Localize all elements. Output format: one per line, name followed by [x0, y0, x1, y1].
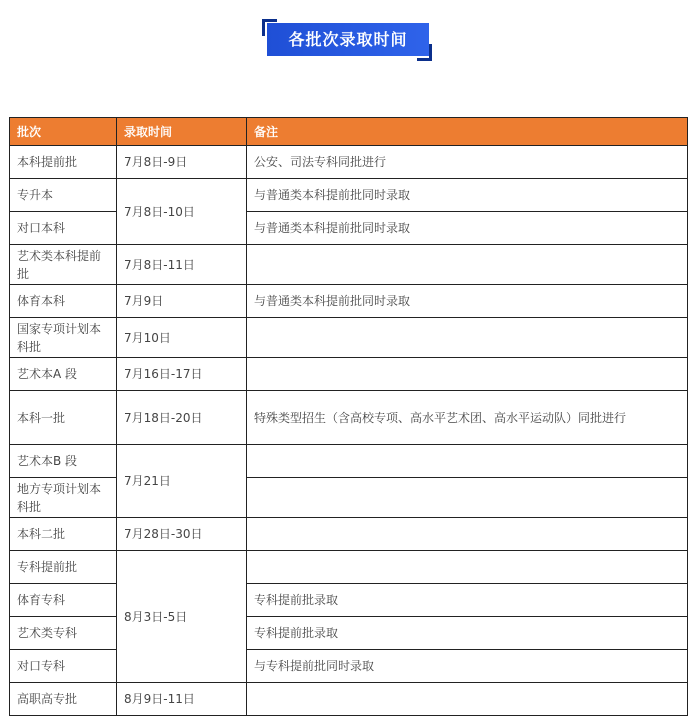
cell-batch: 体育专科 — [10, 584, 117, 617]
cell-note: 与普通类本科提前批同时录取 — [247, 212, 688, 245]
table-row — [10, 285, 688, 318]
table-row — [10, 584, 688, 617]
cell-batch: 本科提前批 — [10, 146, 117, 179]
cell-batch: 本科一批 — [10, 391, 117, 445]
cell-batch: 艺术类专科 — [10, 617, 117, 650]
cell-note — [247, 551, 688, 584]
table-row — [10, 445, 688, 478]
header-time: 录取时间 — [117, 118, 247, 146]
cell-note: 与专科提前批同时录取 — [247, 650, 688, 683]
cell-batch: 艺术本A 段 — [10, 358, 117, 391]
cell-note: 与普通类本科提前批同时录取 — [247, 285, 688, 318]
cell-note — [247, 683, 688, 716]
cell-time: 7月8日-11日 — [117, 245, 247, 285]
admission-schedule-table — [9, 117, 688, 716]
section-title-banner — [262, 19, 432, 61]
cell-time: 7月21日 — [117, 445, 247, 518]
table-row — [10, 650, 688, 683]
table-row — [10, 212, 688, 245]
cell-time: 8月3日-5日 — [117, 551, 247, 683]
cell-batch: 专升本 — [10, 179, 117, 212]
table-row — [10, 318, 688, 358]
cell-note: 公安、司法专科同批进行 — [247, 146, 688, 179]
cell-batch: 地方专项计划本科批 — [10, 478, 117, 518]
cell-time: 7月28日-30日 — [117, 518, 247, 551]
cell-note — [247, 445, 688, 478]
cell-batch: 高职高专批 — [10, 683, 117, 716]
cell-note — [247, 518, 688, 551]
table-header-row — [10, 118, 688, 146]
table-row — [10, 391, 688, 445]
cell-batch: 对口本科 — [10, 212, 117, 245]
table-row — [10, 617, 688, 650]
cell-time: 7月10日 — [117, 318, 247, 358]
cell-batch: 艺术类本科提前批 — [10, 245, 117, 285]
cell-batch: 专科提前批 — [10, 551, 117, 584]
cell-time: 8月9日-11日 — [117, 683, 247, 716]
cell-note: 专科提前批录取 — [247, 584, 688, 617]
table-row — [10, 245, 688, 285]
title-corner-decoration — [417, 44, 432, 61]
table-row — [10, 358, 688, 391]
section-title: 各批次录取时间 — [267, 23, 429, 56]
cell-note: 与普通类本科提前批同时录取 — [247, 179, 688, 212]
table-row — [10, 551, 688, 584]
cell-batch: 本科二批 — [10, 518, 117, 551]
header-batch: 批次 — [10, 118, 117, 146]
header-note: 备注 — [247, 118, 688, 146]
cell-note: 特殊类型招生（含高校专项、高水平艺术团、高水平运动队）同批进行 — [247, 391, 688, 445]
cell-batch: 体育本科 — [10, 285, 117, 318]
cell-batch: 艺术本B 段 — [10, 445, 117, 478]
cell-note — [247, 478, 688, 518]
cell-note — [247, 318, 688, 358]
table-row — [10, 146, 688, 179]
cell-note — [247, 245, 688, 285]
cell-note — [247, 358, 688, 391]
table-row — [10, 683, 688, 716]
table-row — [10, 518, 688, 551]
cell-note: 专科提前批录取 — [247, 617, 688, 650]
cell-time: 7月8日-9日 — [117, 146, 247, 179]
cell-batch: 国家专项计划本科批 — [10, 318, 117, 358]
cell-batch: 对口专科 — [10, 650, 117, 683]
cell-time: 7月8日-10日 — [117, 179, 247, 245]
table-row — [10, 478, 688, 518]
cell-time: 7月18日-20日 — [117, 391, 247, 445]
cell-time: 7月16日-17日 — [117, 358, 247, 391]
cell-time: 7月9日 — [117, 285, 247, 318]
table-row — [10, 179, 688, 212]
